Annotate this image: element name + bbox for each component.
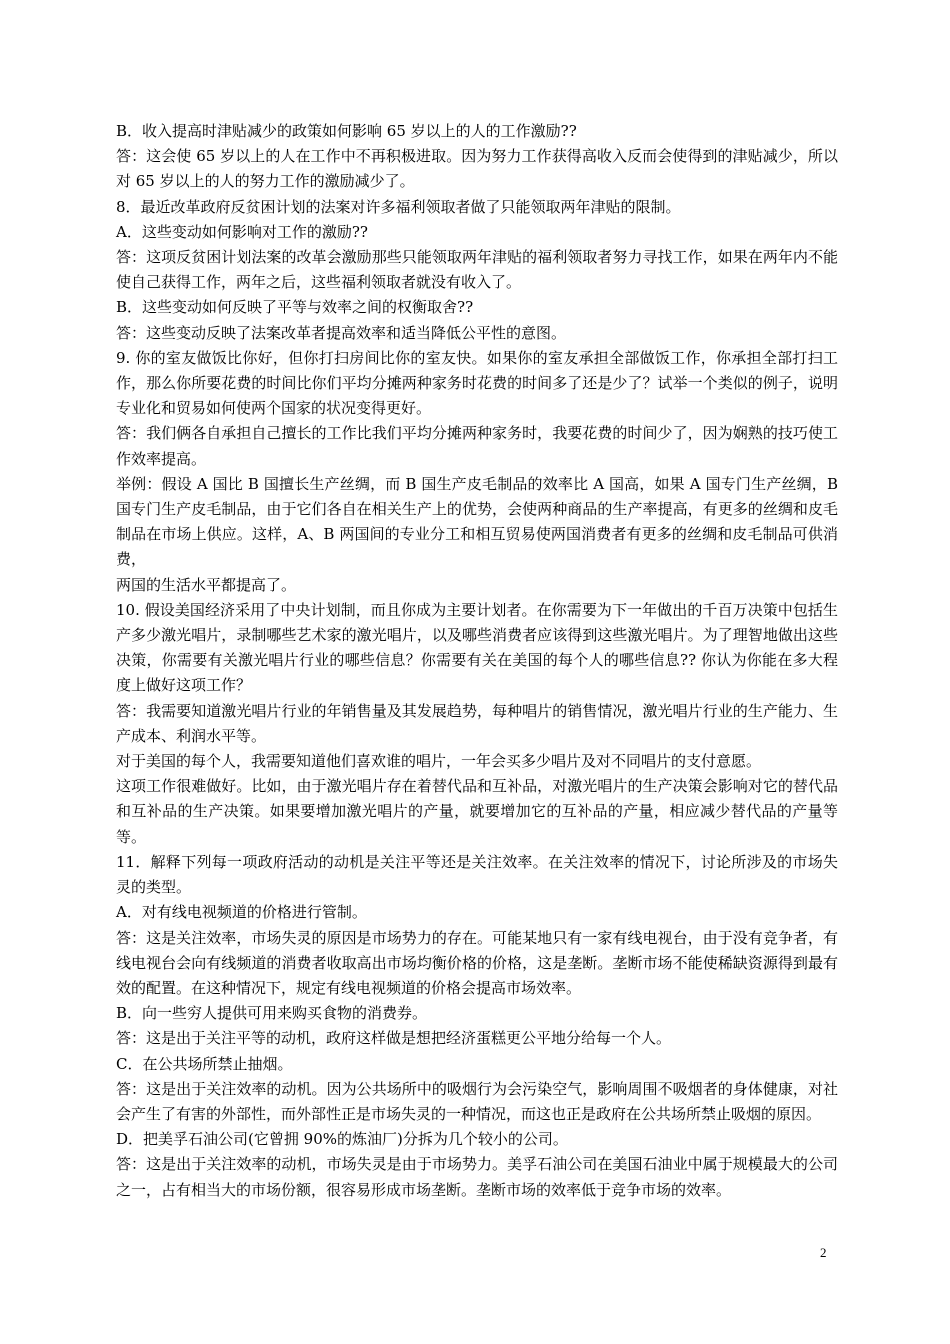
paragraph: 10. 假设美国经济采用了中央计划制，而且你成为主要计划者。在你需要为下一年做出的千百万决策中包括生产多少激光唱片，录制哪些艺术家的激光唱片，以及哪些消费者应该得到这些激光唱片。为了理智地做出这些决策，你需要有关激光唱片行业的哪些信息？你需要有关在美国的每个人的哪些信息?? 你认为你能在多大程度上做好这项工作？ (116, 600, 838, 695)
paragraph: 答：我们俩各自承担自己擅长的工作比我们平均分摊两种家务时，我要花费的时间少了，因为娴熟的技巧使工作效率提高。 (116, 424, 838, 468)
paragraph: B．这些变动如何反映了平等与效率之间的权衡取舍?? (116, 298, 474, 317)
paragraph: B．收入提高时津贴减少的政策如何影响 65 岁以上的人的工作激励?? (116, 122, 577, 140)
paragraph: 答：这是出于关注效率的动机。因为公共场所中的吸烟行为会污染空气，影响周围不吸烟者的身体健康，对社会产生了有害的外部性，而外部性正是市场失灵的一种情况，而这也正是政府在公共场所禁止吸烟的原因。 (116, 1079, 838, 1123)
paragraph: A．对有线电视频道的价格进行管制。 (116, 903, 367, 922)
paragraph: 这项工作很难做好。比如，由于激光唱片存在着替代品和互补品，对激光唱片的生产决策会影响对它的替代品和互补品的生产决策。如果要增加激光唱片的产量，就要增加它的互补品的产量，相应减少替代品的产量等等。 (116, 777, 838, 846)
paragraph: 答：这是出于关注平等的动机，政府这样做是想把经济蛋糕更公平地分给每一个人。 (116, 1029, 672, 1048)
paragraph: 答：这是关注效率，市场失灵的原因是市场势力的存在。可能某地只有一家有线电视台，由于没有竞争者，有线电视台会向有线频道的消费者收取高出市场均衡价格的价格，这是垄断。垄断市场不能使稀缺资源得到最有效的配置。在这种情况下，规定有线电视频道的价格会提高市场效率。 (116, 928, 838, 997)
paragraph: C．在公共场所禁止抽烟。 (116, 1054, 293, 1073)
paragraph: 举例：假设 A 国比 B 国擅长生产丝绸，而 B 国生产皮毛制品的效率比 A 国高，如果 A 国专门生产丝绸，B 国专门生产皮毛制品，由于它们各自在相关生产上的优势，会使两种商品的生产率提高，有更多的丝绸和皮毛制品在市场上供应。这样，A、B 两国间的专业分工和相互贸易使两国消费者有更多的丝绸和皮毛制品可供消费， (116, 474, 838, 569)
paragraph: D．把美孚石油公司(它曾拥 90%的炼油厂)分拆为几个较小的公司。 (116, 1130, 568, 1149)
paragraph: 答：这些变动反映了法案改革者提高效率和适当降低公平性的意图。 (116, 323, 567, 342)
paragraph: 两国的生活水平都提高了。 (116, 575, 297, 594)
paragraph: 对于美国的每个人，我需要知道他们喜欢谁的唱片，一年会买多少唱片及对不同唱片的支付意愿。 (116, 752, 762, 771)
paragraph: 11．解释下列每一项政府活动的动机是关注平等还是关注效率。在关注效率的情况下，讨论所涉及的市场失灵的类型。 (116, 852, 838, 897)
paragraph: A．这些变动如何影响对工作的激励?? (116, 222, 368, 241)
page-number: 2 (820, 1245, 827, 1260)
paragraph: B．向一些穷人提供可用来购买食物的消费券。 (116, 1004, 428, 1023)
paragraph: 答：这项反贫困计划法案的改革会激励那些只能领取两年津贴的福利领取者努力寻找工作，如果在两年内不能使自己获得工作，两年之后，这些福利领取者就没有收入了。 (116, 248, 838, 292)
paragraph: 答：这是出于关注效率的动机，市场失灵是由于市场势力。美孚石油公司在美国石油业中属于规模最大的公司之一，占有相当大的市场份额，很容易形成市场垄断。垄断市场的效率低于竞争市场的效率。 (116, 1155, 838, 1199)
paragraph: 答：这会使 65 岁以上的人在工作中不再积极进取。因为努力工作获得高收入反而会使得到的津贴减少，所以对 65 岁以上的人的努力工作的激励减少了。 (116, 147, 838, 191)
paragraph: 答：我需要知道激光唱片行业的年销售量及其发展趋势，每种唱片的销售情况，激光唱片行业的生产能力、生产成本、利润水平等。 (116, 701, 838, 745)
paragraph: 8．最近改革政府反贫困计划的法案对许多福利领取者做了只能领取两年津贴的限制。 (116, 197, 681, 216)
body-text (116, 119, 838, 1203)
paragraph: 9. 你的室友做饭比你好，但你打扫房间比你的室友快。如果你的室友承担全部做饭工作，你承担全部打扫工作，那么你所要花费的时间比你们平均分摊两种家务时花费的时间多了还是少了？试举一个类似的例子，说明专业化和贸易如何使两个国家的状况变得更好。 (116, 348, 838, 418)
